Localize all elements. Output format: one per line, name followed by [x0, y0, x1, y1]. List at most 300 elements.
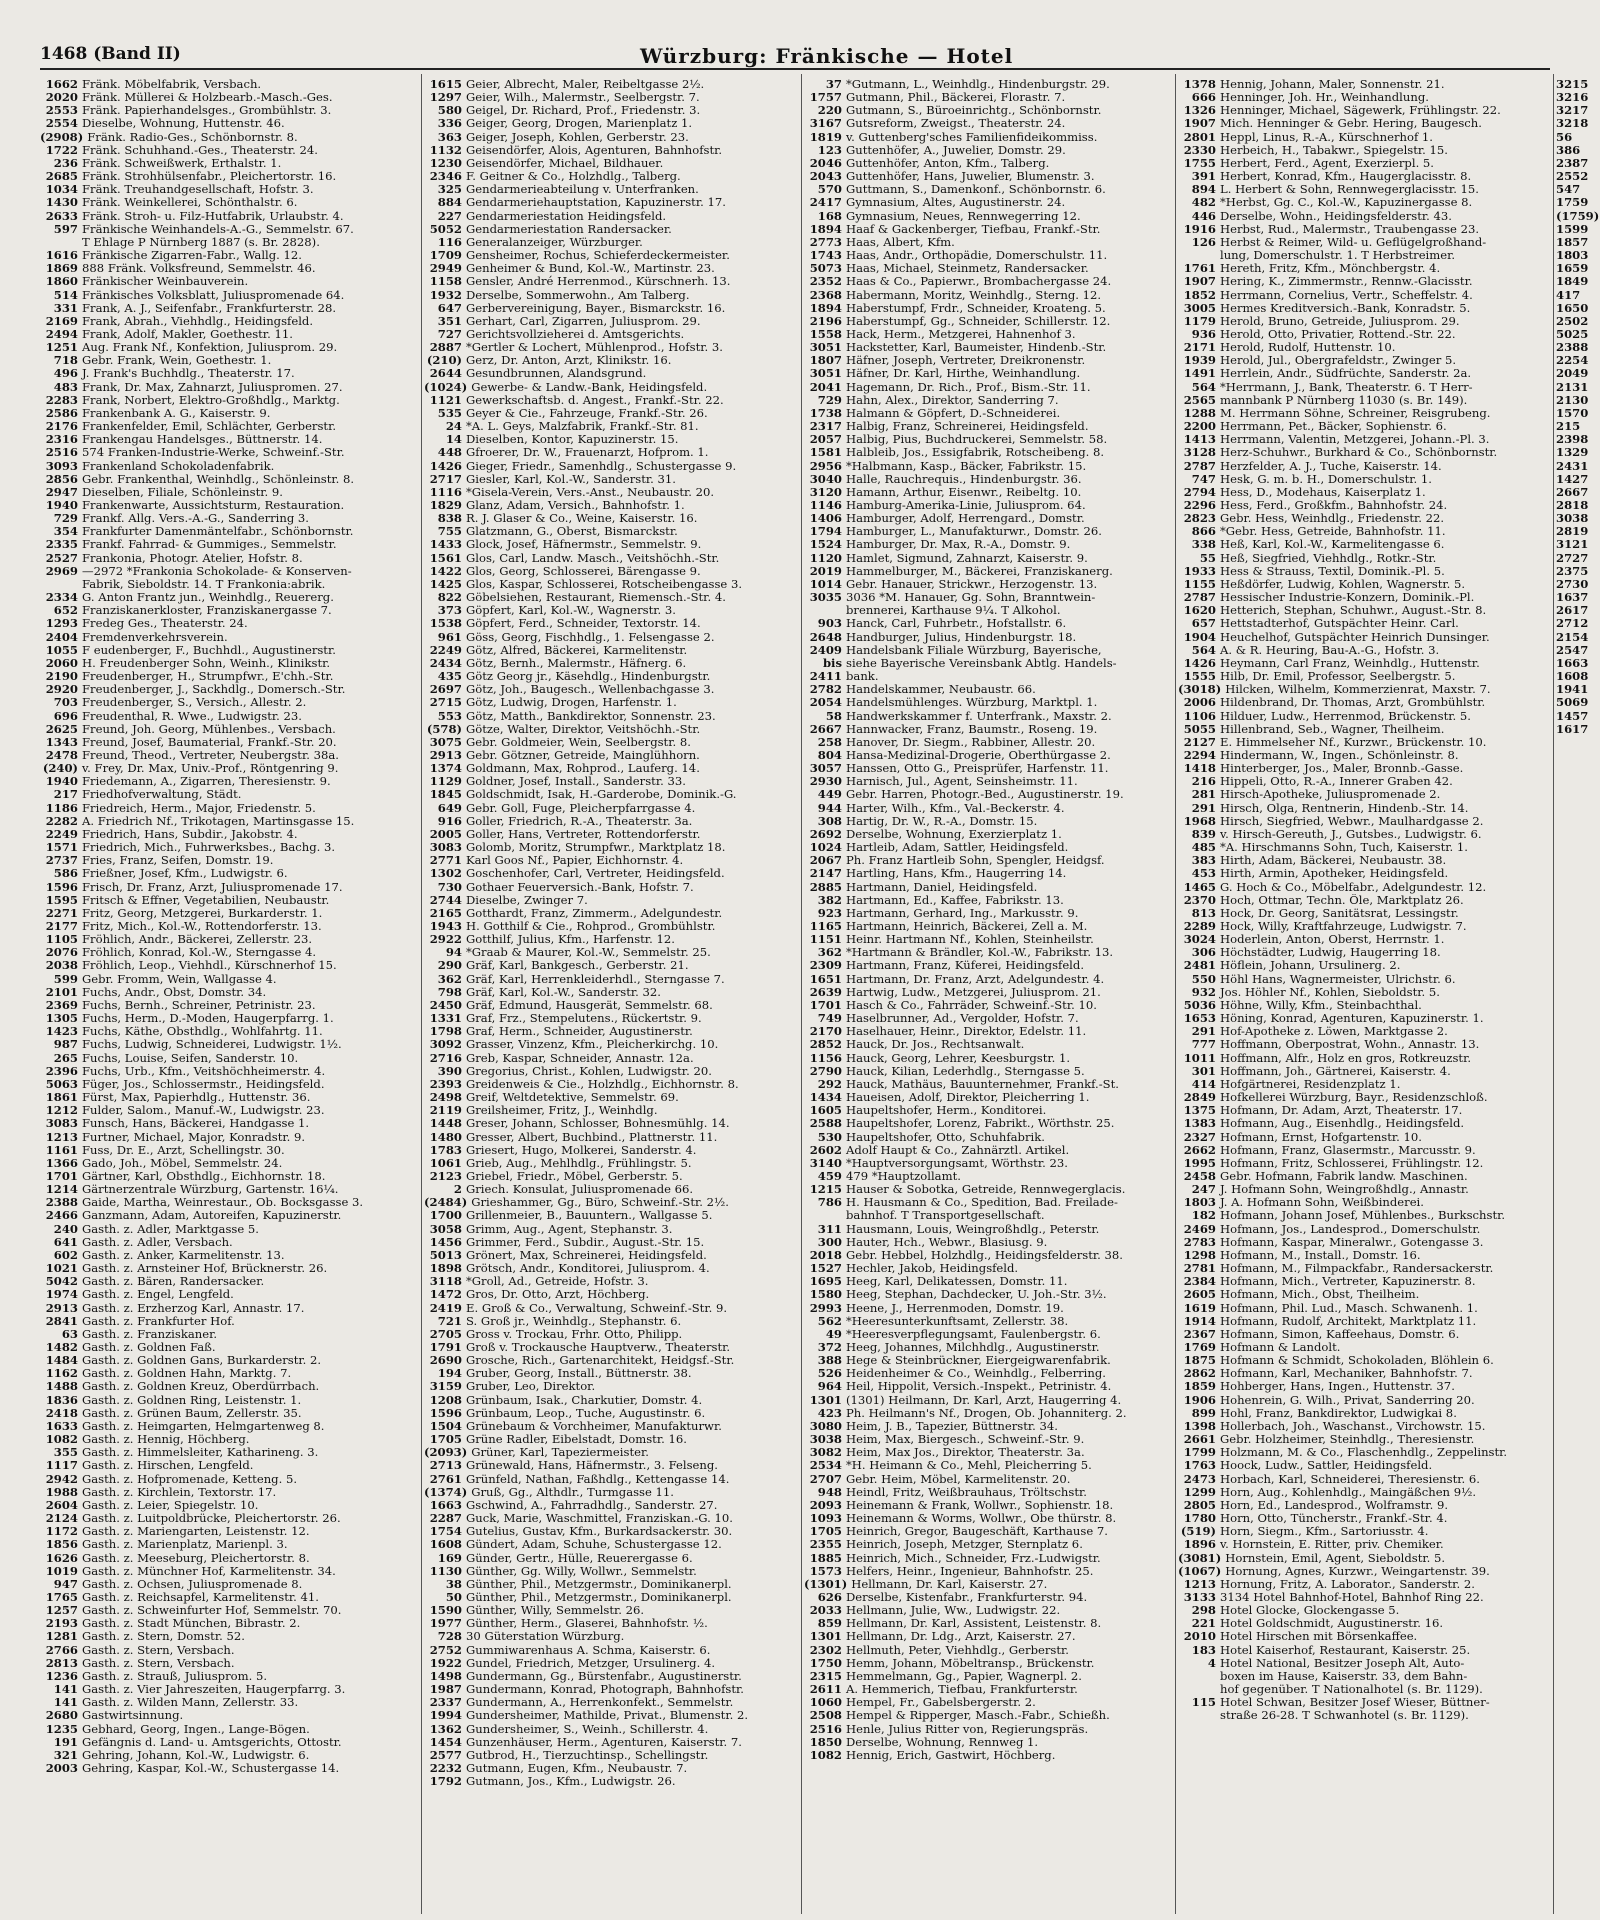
- entry-text: Gunzenhäuser, Herm., Agenturen, Kaiserstr. 7.: [466, 1735, 742, 1749]
- phone-number: 1538: [429, 617, 462, 631]
- directory-entry: [1178, 881, 1552, 894]
- phone-number: 1754: [429, 1525, 462, 1539]
- phone-number: 1845: [429, 788, 462, 802]
- phone-number: 1132: [429, 143, 462, 157]
- entry-text: Halbleib, Jos., Essigfabrik, Rotscheibeng. 8.: [846, 446, 1105, 460]
- directory-entry: [424, 183, 800, 196]
- directory-entry: [424, 1025, 800, 1038]
- phone-number: 1504: [429, 1419, 462, 1433]
- directory-entry: [40, 196, 420, 209]
- phone-number: 1907: [1183, 117, 1216, 131]
- entry-text: Hoffmann, Oberpostrat, Wohn., Annastr. 13.: [1220, 1038, 1480, 1052]
- phone-number: 1383: [1183, 1117, 1216, 1131]
- directory-entry: [804, 959, 1174, 972]
- entry-text: 2130: [1556, 393, 1589, 407]
- phone-number: 1916: [1183, 222, 1216, 236]
- directory-entry: [40, 499, 420, 512]
- phone-number: 1236: [45, 1669, 78, 1683]
- directory-entry: [40, 1749, 420, 1762]
- directory-entry: [1178, 1315, 1552, 1328]
- directory-entry: [1178, 367, 1552, 380]
- phone-number: 696: [53, 709, 78, 723]
- directory-entry: [804, 1183, 1174, 1196]
- directory-entry: [40, 1499, 420, 1512]
- directory-entry: [804, 1670, 1174, 1683]
- phone-number: 599: [53, 972, 78, 986]
- phone-number: 1472: [429, 1288, 462, 1302]
- phone-number: 183: [1191, 1643, 1216, 1657]
- directory-entry: [1178, 894, 1552, 907]
- phone-number: 3038: [809, 1433, 842, 1447]
- entry-text: Karl Goos Nf., Papier, Eichhornstr. 4.: [466, 854, 684, 868]
- entry-text: Handelskammer, Neubaustr. 66.: [846, 683, 1036, 697]
- directory-entry: [40, 1552, 420, 1565]
- phone-number: 2417: [809, 196, 842, 210]
- entry-text: *Graab & Maurer, Kol.-W., Semmelstr. 25.: [466, 946, 711, 960]
- directory-entry: [804, 131, 1174, 144]
- phone-number: 1933: [1183, 564, 1216, 578]
- entry-text: Dieselbe, Zwinger 7.: [466, 893, 588, 907]
- directory-entry: [1556, 78, 1600, 91]
- phone-number: 2527: [45, 551, 78, 565]
- entry-text: Gasth. z. Hennig, Höchberg.: [82, 1433, 250, 1447]
- phone-number: 657: [1191, 617, 1216, 631]
- directory-entry: [424, 617, 800, 630]
- phone-number: 3120: [809, 485, 842, 499]
- directory-entry: [424, 644, 800, 657]
- directory-entry: [1178, 1433, 1552, 1446]
- directory-entry: [1556, 144, 1600, 157]
- directory-entry: [40, 881, 420, 894]
- entry-text: 1608: [1556, 670, 1589, 684]
- directory-entry: [40, 1104, 420, 1117]
- entry-text: 3121: [1556, 538, 1589, 552]
- entry-text: Hartmann, Heinrich, Bäckerei, Zell a. M.: [846, 920, 1088, 933]
- directory-entry: [40, 1380, 420, 1393]
- entry-text: Göpfert, Ferd., Schneider, Textorstr. 14.: [466, 617, 701, 631]
- entry-text: Gensler, André Herrenmod., Kürschnerh. 13.: [466, 275, 731, 289]
- directory-entry: [424, 591, 800, 604]
- directory-entry: [40, 854, 420, 867]
- phone-number: 1701: [45, 1169, 78, 1183]
- phone-number: 2038: [45, 959, 78, 973]
- directory-entry: [40, 183, 420, 196]
- entry-text: Gasth. z. Hofpromenade, Ketteng. 5.: [82, 1472, 298, 1486]
- entry-text: Heeg, Johannes, Milchhdlg., Augustinerstr.: [846, 1341, 1100, 1354]
- phone-number: 1297: [429, 91, 462, 105]
- entry-text: Grünbaum, Isak., Charkutier, Domstr. 4.: [466, 1393, 703, 1407]
- directory-entry: [1556, 196, 1600, 209]
- entry-text: Frank, Dr. Max, Zahnarzt, Juliuspromen. 27.: [82, 380, 343, 394]
- entry-text: Günther, Willy, Semmelstr. 26.: [466, 1604, 645, 1618]
- entry-text: v. Frey, Dr. Max, Univ.-Prof., Röntgenring 9.: [82, 762, 339, 776]
- page-header: [40, 44, 1560, 66]
- directory-entry: [424, 499, 800, 512]
- directory-entry: [40, 591, 420, 604]
- entry-text: Gebr. Heim, Möbel, Karmelitenstr. 20.: [846, 1472, 1071, 1486]
- directory-entry: [40, 144, 420, 157]
- entry-text: 2154: [1556, 630, 1589, 644]
- entry-text: Heim, Max, Biergesch., Schweinf.-Str. 9.: [846, 1433, 1085, 1447]
- entry-text: Hesk, G. m. b. H., Domerschulstr. 1.: [1220, 472, 1432, 486]
- phone-number: 894: [1191, 183, 1216, 197]
- phone-number: 362: [437, 972, 462, 986]
- entry-text: Fremdenverkehrsverein.: [82, 630, 228, 644]
- entry-text: Günther, Phil., Metzgermstr., Dominikanerpl.: [466, 1590, 732, 1604]
- directory-entry: [424, 144, 800, 157]
- phone-number: 220: [817, 104, 842, 118]
- entry-text: Greilsheimer, Fritz, J., Weinhdlg.: [466, 1104, 658, 1118]
- directory-entry: [804, 1012, 1174, 1025]
- entry-text: Halbig, Franz, Schreinerei, Heidingsfeld.: [846, 420, 1089, 434]
- entry-text: Harter, Wilh., Kfm., Val.-Beckerstr. 4.: [846, 801, 1065, 815]
- phone-number: 2913: [429, 748, 462, 762]
- phone-number: 2060: [45, 656, 78, 670]
- directory-entry: [1178, 1552, 1552, 1565]
- directory-entry: [40, 775, 420, 788]
- entry-text: Giesler, Karl, Kol.-W., Sanderstr. 31.: [466, 472, 676, 486]
- directory-entry: [424, 407, 800, 420]
- phone-number: 1117: [45, 1459, 78, 1473]
- directory-entry: [1178, 1262, 1552, 1275]
- phone-number: 1121: [429, 393, 462, 407]
- phone-number: 2794: [1183, 485, 1216, 499]
- directory-entry: [804, 249, 1174, 262]
- directory-entry: [1556, 565, 1600, 578]
- directory-entry: [40, 367, 420, 380]
- directory-entry: [804, 881, 1174, 894]
- directory-entry: [424, 433, 800, 446]
- phone-number: 597: [53, 222, 78, 236]
- phone-number: 373: [437, 604, 462, 618]
- entry-text: Fuchs, Käthe, Obsthdlg., Wohlfahrtg. 11.: [82, 1025, 323, 1039]
- phone-number: 730: [437, 880, 462, 894]
- directory-entry: [40, 828, 420, 841]
- directory-entry: [1178, 210, 1552, 223]
- phone-number: 1869: [45, 262, 78, 276]
- phone-number: 1783: [429, 1143, 462, 1157]
- entry-text: Gesundbrunnen, Alandsgrund.: [466, 367, 647, 381]
- directory-entry: [40, 1157, 420, 1170]
- phone-number: 1116: [429, 485, 462, 499]
- directory-entry: [1178, 1157, 1552, 1170]
- directory-entry: [40, 604, 420, 617]
- directory-entry: [424, 302, 800, 315]
- entry-text: Frießner, Josef, Kfm., Ludwigstr. 6.: [82, 867, 288, 881]
- directory-entry: [424, 486, 800, 499]
- entry-text: Fuss, Dr. E., Arzt, Schellingstr. 30.: [82, 1143, 285, 1157]
- entry-text: J. Hofmann Sohn, Weingroßhdlg., Annastr.: [1220, 1183, 1469, 1197]
- directory-entry: [40, 1288, 420, 1301]
- phone-number: 1571: [45, 841, 78, 855]
- phone-number: 2296: [1183, 499, 1216, 512]
- entry-text: Fränk. Radio-Ges., Schönbornstr. 8.: [87, 130, 298, 144]
- directory-entry: [40, 1170, 420, 1183]
- entry-text: 3215: [1556, 78, 1589, 91]
- directory-entry: [40, 1565, 420, 1578]
- phone-number: 5073: [809, 262, 842, 276]
- directory-entry: [40, 1091, 420, 1104]
- phone-number: 1615: [429, 78, 462, 91]
- entry-text: Häfner, Dr. Karl, Hirthe, Weinhandlung.: [846, 367, 1081, 381]
- phone-number: 948: [817, 1485, 842, 1499]
- entry-text: Fürst, Max, Papierhdlg., Huttenstr. 36.: [82, 1091, 311, 1105]
- directory-entry: [804, 1486, 1174, 1499]
- directory-entry: [1178, 946, 1552, 959]
- phone-number: bis: [822, 656, 842, 670]
- entry-text: bahnhof. T Transportgesellschaft.: [846, 1209, 1045, 1223]
- entry-text: 30 Güterstation Würzburg.: [466, 1630, 625, 1644]
- entry-text: Hoffmann, Alfr., Holz en gros, Rotkreuzstr.: [1220, 1051, 1472, 1065]
- phone-number: 2309: [809, 959, 842, 973]
- directory-entry: [40, 631, 420, 644]
- directory-column-5-partial: [1556, 78, 1600, 1913]
- entry-text: Heuchelhof, Gutspächter Heinrich Dunsinger.: [1220, 630, 1490, 644]
- directory-entry: [1556, 104, 1600, 117]
- directory-entry: [1556, 644, 1600, 657]
- phone-number: 1299: [1183, 1485, 1216, 1499]
- entry-text: 547: [1556, 183, 1581, 197]
- phone-number: 2667: [809, 722, 842, 736]
- directory-entry: [424, 262, 800, 275]
- entry-text: Heßdörfer, Ludwig, Kohlen, Wagnerstr. 5.: [1220, 577, 1466, 591]
- directory-entry: [1178, 907, 1552, 920]
- entry-text: Generalanzeiger, Würzburger.: [466, 235, 643, 249]
- phone-number: 1465: [1183, 880, 1216, 894]
- entry-text: Gasth. z. Adler, Marktgasse 5.: [82, 1222, 259, 1236]
- directory-entry: [1178, 1052, 1552, 1065]
- entry-text: Hanssen, Otto G., Preisprüfer, Harfenstr. 11.: [846, 762, 1109, 776]
- phone-number: 703: [53, 696, 78, 710]
- entry-text: Gundermann, Gg., Bürstenfabr., Augustinerstr.: [466, 1669, 742, 1683]
- entry-text: Furtner, Michael, Major, Konradstr. 9.: [82, 1130, 306, 1144]
- phone-number: 2707: [809, 1472, 842, 1486]
- directory-entry: [424, 894, 800, 907]
- entry-text: Hessischer Industrie-Konzern, Dominik.-Pl.: [1220, 591, 1475, 605]
- directory-entry: [40, 1670, 420, 1683]
- phone-number: 2862: [1183, 1367, 1216, 1381]
- directory-entry: [804, 512, 1174, 525]
- directory-entry: [1178, 91, 1552, 104]
- entry-text: Hauck, Dr. Jos., Rechtsanwalt.: [846, 1038, 1025, 1052]
- entry-text: Hackstetter, Karl, Baumeister, Hindenb.-Str.: [846, 341, 1107, 355]
- directory-entry: [804, 460, 1174, 473]
- directory-entry: [424, 604, 800, 617]
- entry-text: Geyer & Cie., Fahrzeuge, Frankf.-Str. 26.: [466, 406, 708, 420]
- directory-entry: [1178, 775, 1552, 788]
- phone-number: 311: [817, 1222, 842, 1236]
- directory-entry: [1178, 144, 1552, 157]
- directory-entry: [40, 275, 420, 288]
- entry-text: Hohl, Franz, Bankdirektor, Ludwigkai 8.: [1220, 1406, 1457, 1420]
- directory-entry: [804, 1446, 1174, 1459]
- entry-text: Hempel, Fr., Gabelsbergerstr. 2.: [846, 1696, 1036, 1710]
- directory-entry: [40, 802, 420, 815]
- entry-text: Horn, Otto, Tüncherstr., Frankf.-Str. 4.: [1220, 1512, 1448, 1526]
- entry-text: Hock, Dr. Georg, Sanitätsrat, Lessingstr.: [1220, 906, 1459, 920]
- directory-entry: [40, 1446, 420, 1459]
- directory-entry: [424, 1038, 800, 1051]
- entry-text: Hartling, Hans, Kfm., Haugerring 14.: [846, 867, 1067, 881]
- entry-text: Gschwind, A., Fahrradhdlg., Sanderstr. 27.: [466, 1498, 718, 1512]
- phone-number: 1331: [429, 1012, 462, 1026]
- phone-number: 1021: [45, 1262, 78, 1276]
- phone-number: 1151: [809, 933, 842, 947]
- phone-number: 2193: [45, 1617, 78, 1631]
- entry-text: Höflein, Johann, Ursulinerg. 2.: [1220, 959, 1401, 973]
- entry-text: 2552: [1556, 170, 1589, 184]
- directory-entry: [1178, 933, 1552, 946]
- phone-number: 383: [1191, 854, 1216, 868]
- phone-number: 2010: [1183, 1630, 1216, 1644]
- phone-number: 2473: [1183, 1472, 1216, 1486]
- entry-text: Heinemann & Frank, Wollwr., Sophienstr. 18.: [846, 1498, 1114, 1512]
- phone-number: 37: [825, 78, 842, 91]
- directory-entry: [424, 512, 800, 525]
- entry-text: Guttenhöfer, A., Juwelier, Domstr. 29.: [846, 143, 1066, 157]
- phone-number: 3058: [429, 1222, 462, 1236]
- phone-number: 338: [1191, 538, 1216, 552]
- phone-number: 1633: [45, 1419, 78, 1433]
- phone-number: 2949: [429, 262, 462, 276]
- entry-text: Herrmann, Cornelius, Vertr., Scheffelstr. 4.: [1220, 288, 1473, 302]
- directory-entry: [804, 341, 1174, 354]
- phone-number: 351: [437, 314, 462, 328]
- phone-number: 321: [53, 1748, 78, 1762]
- entry-text: Heeg, Karl, Delikatessen, Domstr. 11.: [846, 1275, 1068, 1289]
- entry-text: Hanck, Carl, Fuhrbetr., Hofstallstr. 6.: [846, 617, 1067, 631]
- directory-entry: [40, 1538, 420, 1551]
- phone-number: 2969: [45, 564, 78, 578]
- directory-entry: [804, 1394, 1174, 1407]
- directory-entry: [1178, 723, 1552, 736]
- entry-text: 1329: [1556, 446, 1589, 460]
- directory-entry: [424, 1499, 800, 1512]
- entry-text: Geiger, Georg, Drogen, Marienplatz 1.: [466, 117, 693, 131]
- directory-entry: [804, 104, 1174, 117]
- directory-entry: [40, 486, 420, 499]
- entry-text: *Herrmann, J., Bank, Theaterstr. 6. T Herr-: [1220, 380, 1473, 394]
- entry-text: Gehring, Kaspar, Kol.-W., Schustergasse 14.: [82, 1762, 340, 1775]
- directory-entry: [40, 157, 420, 170]
- directory-entry: [424, 1328, 800, 1341]
- phone-number: 331: [53, 301, 78, 315]
- entry-text: Hornstein, Emil, Agent, Sieboldstr. 5.: [1225, 1551, 1446, 1565]
- phone-number: 2947: [45, 485, 78, 499]
- entry-text: Hermes Kreditversich.-Bank, Konradstr. 5.: [1220, 301, 1471, 315]
- entry-text: J. Frank's Buchhdlg., Theaterstr. 17.: [82, 367, 295, 381]
- directory-entry: [424, 1617, 800, 1630]
- entry-text: Heim, J. B., Tapezier, Büttnerstr. 34.: [846, 1419, 1058, 1433]
- phone-number: 1988: [45, 1485, 78, 1499]
- entry-text: 417: [1556, 288, 1581, 302]
- phone-number: 936: [1191, 327, 1216, 341]
- phone-number: 3035: [809, 591, 842, 605]
- directory-entry: [1556, 499, 1600, 512]
- entry-text: Hoderlein, Anton, Oberst, Herrnstr. 1.: [1220, 933, 1445, 947]
- entry-text: Gummiwarenhaus A. Schma, Kaiserstr. 6.: [466, 1643, 711, 1657]
- phone-number: 2692: [809, 827, 842, 841]
- phone-number: 1894: [809, 301, 842, 315]
- directory-entry: [424, 802, 800, 815]
- entry-text: Guck, Marie, Waschmittel, Franziskan.-G. 10.: [466, 1512, 733, 1526]
- entry-text: Günther, Gg. Willy, Wollwr., Semmelstr.: [466, 1564, 697, 1578]
- entry-text: 1457: [1556, 709, 1589, 723]
- entry-text: Grüner, Karl, Tapeziermeister.: [471, 1446, 649, 1460]
- directory-entry: [424, 1367, 800, 1380]
- entry-text: Hartmann, Gerhard, Ing., Markusstr. 9.: [846, 906, 1079, 920]
- directory-entry: [424, 170, 800, 183]
- directory-entry: [1556, 446, 1600, 459]
- phone-number: 2913: [45, 1301, 78, 1315]
- phone-number: 2046: [809, 156, 842, 170]
- phone-number: (1301): [804, 1577, 848, 1591]
- directory-entry: [804, 1328, 1174, 1341]
- phone-number: 1620: [1183, 604, 1216, 618]
- phone-number: 1798: [429, 1025, 462, 1039]
- directory-entry: [804, 736, 1174, 749]
- phone-number: 1896: [1183, 1538, 1216, 1552]
- phone-number: 1423: [45, 1025, 78, 1039]
- directory-entry: [40, 788, 420, 801]
- directory-entry: [424, 131, 800, 144]
- entry-text: Hirth, Armin, Apotheker, Heidingsfeld.: [1220, 867, 1449, 881]
- directory-entry: [804, 1380, 1174, 1393]
- directory-entry: [804, 894, 1174, 907]
- phone-number: 1524: [809, 538, 842, 552]
- directory-column-4: [1178, 78, 1552, 1913]
- directory-entry: [1556, 157, 1600, 170]
- directory-entry: [804, 841, 1174, 854]
- directory-entry: [1178, 289, 1552, 302]
- entry-text: Herbert, Konrad, Kfm., Haugerglacisstr. 8.: [1220, 170, 1472, 184]
- phone-number: 1425: [429, 577, 462, 591]
- directory-entry: [40, 1591, 420, 1604]
- entry-text: Hildenbrand, Dr. Thomas, Arzt, Grombühlstr.: [1220, 696, 1486, 710]
- directory-entry: [424, 1525, 800, 1538]
- entry-text: Grimm, Aug., Agent, Stephanstr. 3.: [466, 1222, 673, 1236]
- phone-number: 3082: [809, 1446, 842, 1460]
- entry-text: Hering, K., Zimmermstr., Rennw.-Glacisstr.: [1220, 275, 1473, 289]
- directory-entry: [424, 1709, 800, 1722]
- entry-text: *Gebr. Hess, Getreide, Bahnhofstr. 11.: [1220, 525, 1446, 539]
- directory-entry: [40, 131, 420, 144]
- entry-text: Heene, J., Herrenmoden, Domstr. 19.: [846, 1301, 1064, 1315]
- directory-entry: [1178, 815, 1552, 828]
- directory-entry: [424, 1644, 800, 1657]
- directory-entry: [40, 460, 420, 473]
- directory-column-3: [804, 78, 1174, 1913]
- directory-entry: [40, 1486, 420, 1499]
- phone-number: 530: [817, 1130, 842, 1144]
- entry-text: Götz, Joh., Baugesch., Wellenbachgasse 3.: [466, 683, 715, 697]
- phone-number: 1082: [45, 1433, 78, 1447]
- entry-text: Haas, Michael, Steinmetz, Randersacker.: [846, 262, 1089, 276]
- entry-text: Hofmann & Landolt.: [1220, 1341, 1341, 1354]
- phone-number: 1212: [45, 1104, 78, 1118]
- phone-number: 932: [1191, 985, 1216, 999]
- directory-entry: [424, 1354, 800, 1367]
- directory-entry: [1178, 1709, 1552, 1722]
- directory-entry: [424, 867, 800, 880]
- entry-text: Gärtner, Karl, Obsthdlg., Eichhornstr. 18.: [82, 1169, 326, 1183]
- entry-text: Gebr. Goll, Fuge, Pleicherpfarrgasse 4.: [466, 801, 696, 815]
- entry-text: 1663: [1556, 656, 1589, 670]
- directory-entry: [1178, 1288, 1552, 1301]
- directory-entry: [1178, 999, 1552, 1012]
- phone-number: 1230: [429, 156, 462, 170]
- directory-entry: [1556, 631, 1600, 644]
